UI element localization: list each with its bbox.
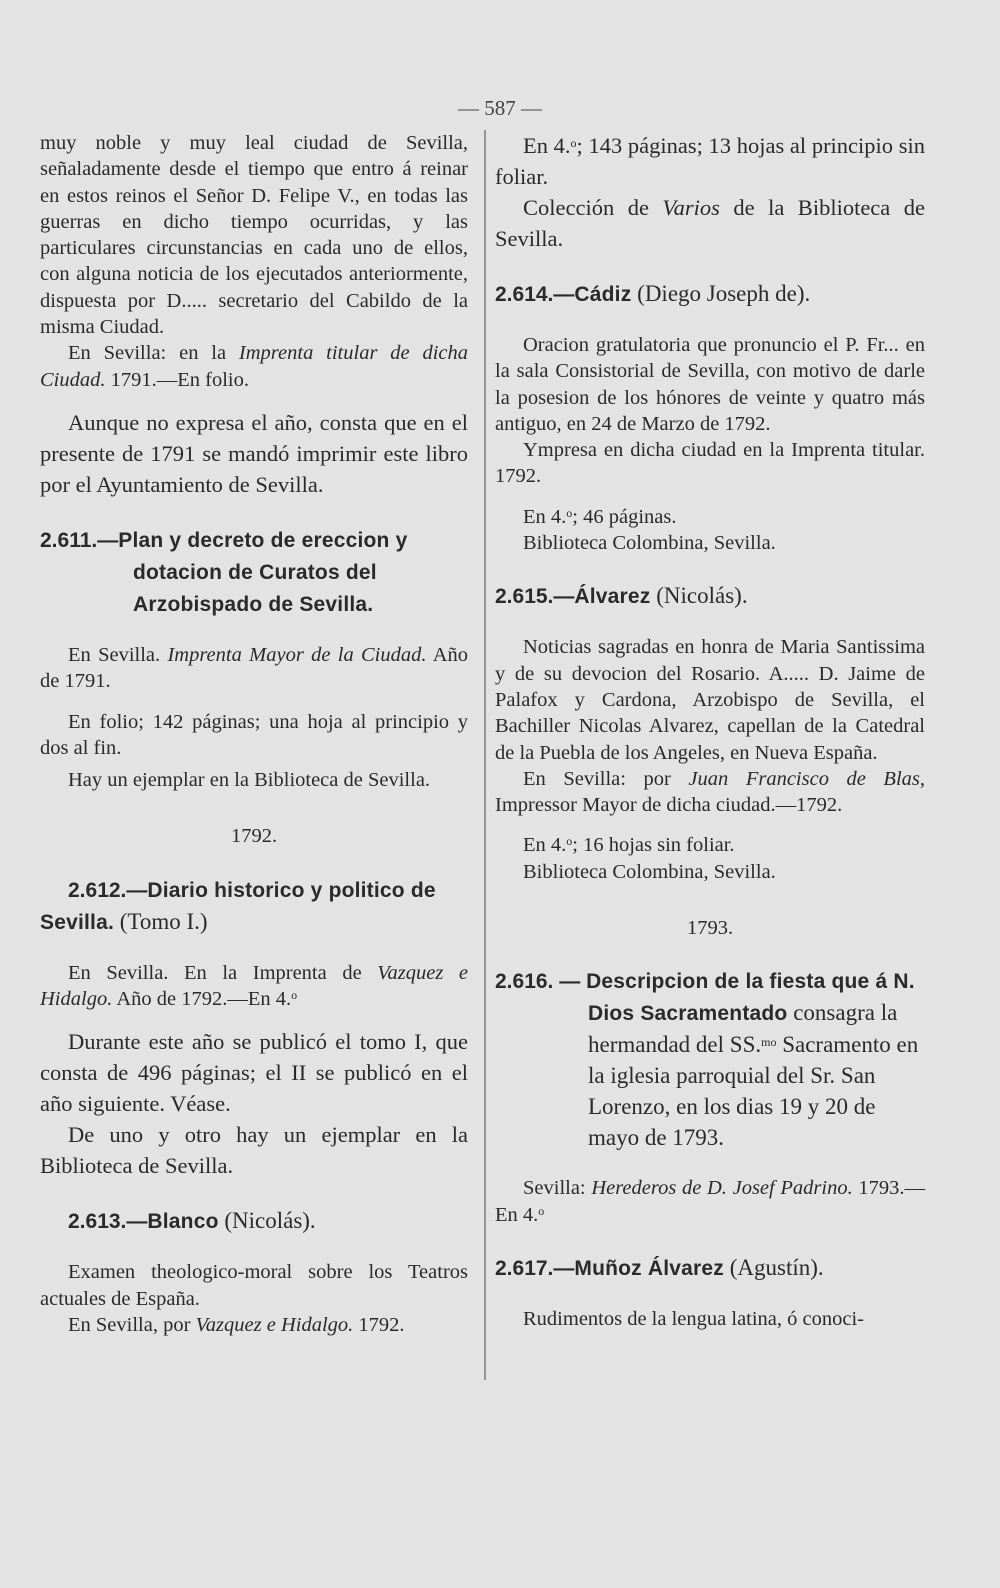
entry-2614-heading: 2.614.—Cádiz (Diego Joseph de). — [495, 281, 811, 306]
entry-2611-heading: 2.611.—Plan y decreto de ereccion y dotacion de Curatos del Arzobispado de Sevilla. — [40, 528, 408, 616]
entry-2614-location: Biblioteca Colombina, Sevilla. — [523, 532, 776, 555]
entry-2614-title: Oracion gratulatoria que pronuncio el P. Fr... en la sala Consistorial de Sevilla, con motivo de darle la posesion de los hónores de veinte y quatro más antiguo, en 24 de Marzo de 1792. — [495, 334, 925, 435]
entry-2612-heading: 2.612.—Diario historico y politico de Sevilla. (Tomo I.) — [40, 878, 436, 934]
right-column — [495, 130, 925, 1332]
continued-entry-imprint: En Sevilla: en la Imprenta titular de dicha Ciudad. 1791.—En folio. — [40, 342, 468, 391]
entry-2613-title: Examen theologico-moral sobre los Teatros actuales de España. — [40, 1261, 468, 1310]
entry-2617-heading: 2.617.—Muñoz Álvarez (Agustín). — [495, 1254, 824, 1280]
entry-2614 — [495, 278, 925, 310]
entry-2615-location: Biblioteca Colombina, Sevilla. — [523, 860, 776, 883]
year-heading-1792: 1792. — [230, 825, 278, 848]
entry-2611-imprint: En Sevilla. Imprenta Mayor de la Ciudad. Año de 1791. — [40, 643, 468, 693]
entry-2615 — [495, 580, 925, 612]
entry-2612-imprint: En Sevilla. En la Imprenta de Vazquez e Hidalgo. Año de 1792.—En 4.$^o$ — [40, 961, 468, 1011]
entry-2612-note: Durante este año se publicó el tomo I, que consta de 496 páginas; el II se publicó en el año siguiente. Véase. — [40, 1029, 468, 1117]
entry-2613-imprint: En Sevilla, por Vazquez e Hidalgo. 1792. — [68, 1313, 405, 1336]
entry-2616 — [495, 965, 925, 1153]
column-divider — [484, 130, 486, 1380]
entry-2615-imprint: En Sevilla: por Juan Francisco de Blas, Impressor Mayor de dicha ciudad.—1792. — [495, 767, 925, 817]
entry-2617-title: Rudimentos de la lengua latina, ó conoci- — [523, 1307, 865, 1330]
entry-2612-location: De uno y otro hay un ejemplar en la Biblioteca de Sevilla. — [40, 1122, 468, 1179]
entry-2614-imprint: Ympresa en dicha ciudad en la Imprenta titular. 1792. — [495, 439, 925, 488]
entry-2611 — [40, 524, 468, 620]
continued-location: Colección de Varios de la Biblioteca de Sevilla. — [495, 195, 925, 251]
entry-2611-location: Hay un ejemplar en la Biblioteca de Sevilla. — [68, 769, 431, 792]
entry-2613 — [40, 1205, 468, 1237]
continued-entry-note: Aunque no expresa el año, consta que en el presente de 1791 se mandó imprimir este libro por el Ayuntamiento de Sevilla. — [40, 409, 468, 497]
continued-format: En 4.$^o$; 143 páginas; 13 hojas al principio sin foliar. — [495, 133, 925, 189]
entry-2617 — [495, 1252, 925, 1284]
page-number: — 587 — — [458, 96, 542, 120]
entry-2613-heading: 2.613.—Blanco (Nicolás). — [68, 1208, 316, 1234]
entry-2616-imprint: Sevilla: Herederos de D. Josef Padrino. 1793.—En 4.$^o$ — [495, 1177, 926, 1226]
entry-2616-heading: 2.616. — Descripcion de la fiesta que á N. Dios Sacramentado consagra la hermandad del SS.$^{mo}$ Sacramento en la iglesia parroquial del Sr. San Lorenzo, en los dias 19 y 20 de mayo de 1793. — [495, 970, 919, 1151]
entry-2611-format: En folio; 142 páginas; una hoja al principio y dos al fin. — [40, 710, 468, 759]
entry-2615-heading: 2.615.—Álvarez (Nicolás). — [495, 583, 748, 609]
entry-2615-format: En 4.$^o$; 16 hojas sin foliar. — [523, 834, 735, 857]
entry-2615-title: Noticias sagradas en honra de Maria Santissima y de su devocion del Rosario. A..... D. Jaime de Palafox y Cardona, Arzobispo de Sevilla, el Bachiller Nicolas Alvarez, capellan de la Catedral de la Puebla de los Angeles, en Nueva España. — [495, 636, 925, 764]
entry-2612 — [40, 874, 468, 938]
entry-2614-format: En 4.$^o$; 46 páginas. — [523, 505, 677, 528]
continued-entry-title: muy noble y muy leal ciudad de Sevilla, señaladamente desde el tiempo que entro á reinar en estos reinos el Señor D. Felipe V., en todas las guerras en dicho tiempo ocurridas, y las particulares circunstancias en cada uno de ellos, con alguna noticia de los ejecutados anteriormente, dispuesta por D..... secretario del Cabildo de la misma Ciudad. — [40, 132, 468, 339]
year-heading-1793: 1793. — [686, 917, 734, 940]
left-column — [40, 130, 468, 1338]
